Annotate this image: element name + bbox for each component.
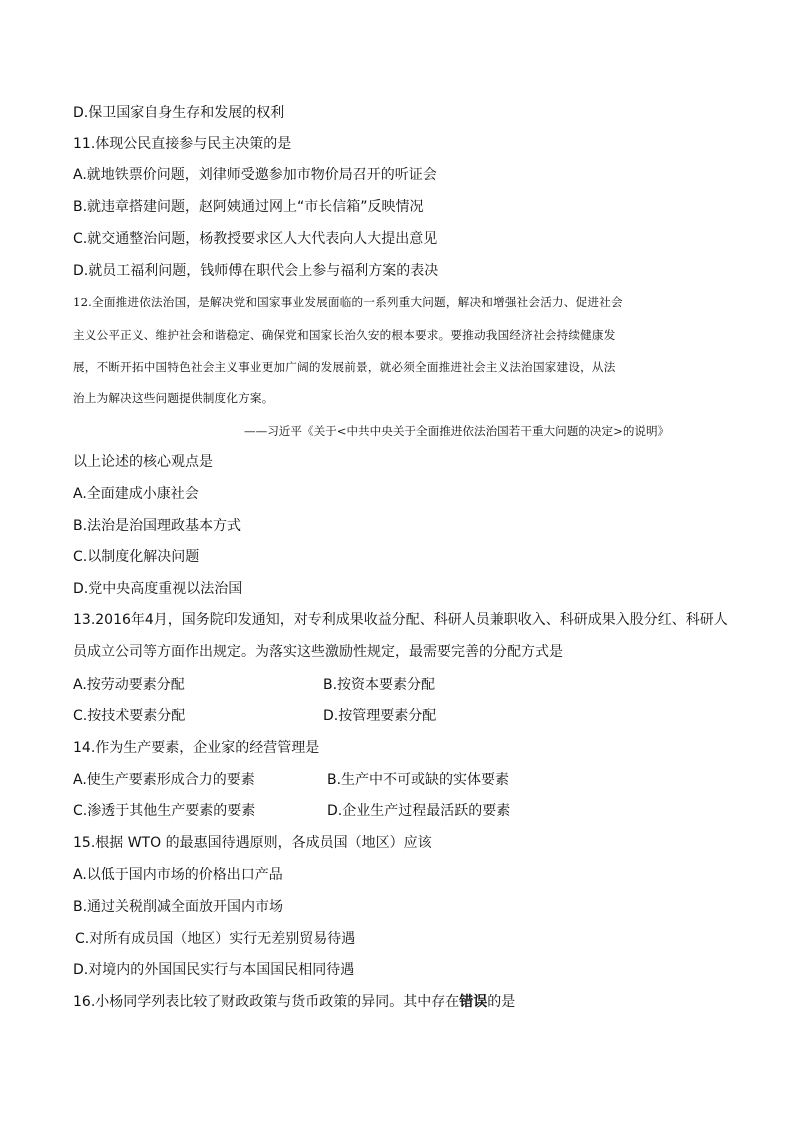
- q14-option-a: A.使生产要素形成合力的要素: [73, 772, 255, 788]
- q13-option-c: C.按技术要素分配: [73, 708, 186, 724]
- q13-stem-line-2: 员成立公司等方面作出规定。为落实这些激励性规定，最需要完善的分配方式是: [73, 644, 563, 660]
- q13-stem-line-1: 13.2016年4月，国务院印发通知，对专利成果收益分配、科研人员兼职收入、科研成果入股分红、科研人: [73, 612, 728, 628]
- q11-option-b: B.就违章搭建问题，赵阿姨通过网上“市长信箱”反映情况: [73, 199, 424, 215]
- q11-option-d: D.就员工福利问题，钱师傅在职代会上参与福利方案的表决: [73, 263, 439, 279]
- q13-option-d: D.按管理要素分配: [323, 708, 437, 724]
- q14-option-b: B.生产中不可或缺的实体要素: [327, 772, 510, 788]
- q14-option-d: D.企业生产过程最活跃的要素: [327, 803, 511, 819]
- q14-stem: 14.作为生产要素，企业家的经营管理是: [73, 740, 320, 756]
- q12-quote-line-2: 主义公平正义、维护社会和谐稳定、确保党和国家长治久安的根本要求。要推动我国经济社会持续健康发: [73, 328, 616, 342]
- q16-stem-emphasis: 错误: [459, 994, 488, 1010]
- q16-stem-suffix: 的是: [487, 994, 516, 1010]
- q12-option-a: A.全面建成小康社会: [73, 486, 199, 502]
- q13-option-a: A.按劳动要素分配: [73, 677, 185, 693]
- q10-option-d: D.保卫国家自身生存和发展的权利: [73, 105, 285, 121]
- q11-option-c: C.就交通整治问题，杨教授要求区人大代表向人大提出意见: [73, 231, 438, 247]
- q12-option-c: C.以制度化解决问题: [73, 549, 200, 565]
- q15-stem: 15.根据 WTO 的最惠国待遇原则，各成员国（地区）应该: [73, 835, 432, 851]
- q12-quote-line-3: 展，不断开拓中国特色社会主义事业更加广阔的发展前景，就必须全面推进社会主义法治国家建设，从法: [73, 360, 616, 374]
- q16-stem-prefix: 16.小杨同学列表比较了财政政策与货币政策的异同。其中存在: [73, 994, 460, 1010]
- q15-option-c: C.对所有成员国（地区）实行无差别贸易待遇: [75, 931, 356, 947]
- q12-option-b: B.法治是治国理政基本方式: [73, 518, 242, 534]
- q11-stem: 11.体现公民直接参与民主决策的是: [73, 136, 292, 152]
- q15-option-d: D.对境内的外国国民实行与本国国民相同待遇: [73, 962, 355, 978]
- q12-quote-source: ——习近平《关于<中共中央关于全面推进依法治国若干重大问题的决定>的说明》: [244, 424, 670, 438]
- q16-stem: [73, 992, 515, 1012]
- q14-option-c: C.渗透于其他生产要素的要素: [73, 803, 256, 819]
- q13-option-b: B.按资本要素分配: [323, 677, 436, 693]
- q11-option-a: A.就地铁票价问题，刘律师受邀参加市物价局召开的听证会: [73, 167, 437, 183]
- q12-quote-line-4: 治上为解决这些问题提供制度化方案。: [73, 391, 274, 405]
- q12-option-d: D.党中央高度重视以法治国: [73, 581, 243, 597]
- q12-quote-line-1: 12.全面推进依法治国，是解决党和国家事业发展面临的一系列重大问题，解决和增强社会活力、促进社会: [73, 295, 623, 309]
- q15-option-a: A.以低于国内市场的价格出口产品: [73, 867, 283, 883]
- q12-stem: 以上论述的核心观点是: [73, 454, 213, 470]
- q15-option-b: B.通过关税削减全面放开国内市场: [73, 899, 284, 915]
